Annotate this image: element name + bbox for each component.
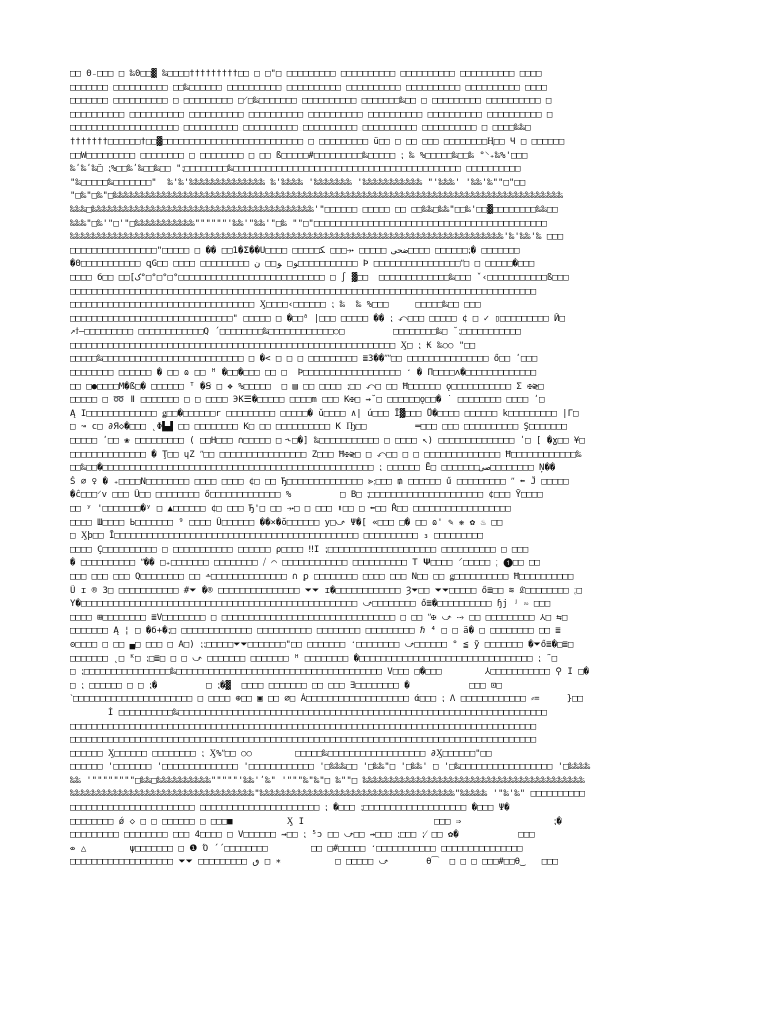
text-line: �Θ□□□□□□□□□□□ ꝗG□□ □□□□ □□□□□□□□□ ﻮ□ ﻮ□□ ﻥ□□□□□□□□□□□ Ϸ □□□□□□□□□□□□□□□□ʺ□ □ □□□□□�□□□: [70, 259, 535, 270]
text-line: □ ⁏ □□□□□□ □ □ ⁏� □ ⁏�▓ □□□□ □□□□□□□ □□ □□□ ∃□□□□□□□□ � □□□ ⊡□: [70, 680, 502, 691]
text-line: □□□□□□□□□□□□□□ � Ţ□□ ɥZ ʺ□□ □□□□□□□□□□□□□□□□ Z□□□ Ħ✠≷□ □ ⤺□□ □ □ □□□□□□□□□□□□□□ Ħ□□□□□□□□□□□□‰: [70, 449, 582, 460]
text-line: □□□□□□□□ □□□□□□ � □□ ɷ □□ ᴴ �□□�□□□ □□ □ Ϸ□□□□□□□□□□□□□□□□□□ ̒ � Π□□□□ʌ�□□□□□□□□□□□□□: [70, 368, 536, 379]
text-line: □□□□□□□ Ą ¦ □ �б+�⁏□ □□□□□□□□□□□□□ □□□□□□□□□□ □□□□□□□□ □□□□□□□□□ ℏ ⁴ □ □ ä� □ □□□□□□□□ □□ ≣: [70, 626, 561, 637]
text-line: †††††††□□□□□□†□□▓□□□□□□□□□□□□□□□□□□□□□□□□□□ □ □□□□□□□□□ ü□□ □ □□ □□□ □□□□□□□□Ⱨ□□ Ч □ □□□□□□: [70, 136, 565, 147]
text-line: □□□□ Ç□□□□□□□□□□ □ □□□□□□□□□□□ □□□□□□ ρ□□□□ ‼I ⁏□□□□□□□□□□□□□□□□□□□□ □□□□□□□□□□ □ □□□: [70, 544, 529, 555]
text-line: □□□□□□□□□□□□□□□□□□□□□□□□□□□□□□□□□□ Ӽ□□□□‹□□□□□□ ⁏ ‰ ‰ %□□□ □□□□□‰□□ □□□: [70, 300, 481, 311]
text-line: □□ □●□□□□M�ß□� □□□□□□ ᵀ �Ꞩ □ ❖ %□□□□□ □ ▤ □□ □□□□ ⁏□□ ⤺□ □□ Ħ□□□□□□ ǫ□□□□□□□□□□□ Σ ✠≷□: [70, 381, 544, 392]
text-line: ‰ʹ‰ʹ‰̈□ ⁏%□□‰ʹ‰□□‰□□ "⁏□□□□□□□□‰□□□□□□□□□□□□□□□□□□□□□□□□□□□□□□□□□□□□□□□□□□ □□□□□□□□□□: [70, 164, 521, 175]
text-line: □□□□□‰□□□□□□□□□□□□□□□□□□□□□□□□□□ □ �< □ □ □ □□□□□□□□□ ≣3��ʺʺ□□ □□□□□□□□□□□□□□□ ő□□ ʹ□□□: [70, 354, 538, 365]
text-line: □□□□□□□□□□□□□□□□□□□□□□□□□□□□□□□□□□□□□□□□□□□□□□□□□□□□□□□□□□□□□□□□□□□□□□□□□□□□□□□□□□□□□□: [70, 286, 536, 297]
text-line: "□‰"□‰"□‰‰‰‰‰‰‰‰‰‰‰‰‰‰‰‰‰‰‰‰‰‰‰‰‰‰‰‰‰‰‰‰‰‰‰‰‰‰‰‰‰‰‰‰‰‰‰‰‰‰‰‰‰‰‰‰‰‰‰‰‰‰‰‰‰‰‰‰‰‰‰‰‰‰‰‰‰‰‰‰‰‰‰: [70, 191, 564, 202]
text-line: Y�□□□□□□□□□□□□□□□□□□□□□□□□□□□□□□□□□□□□□□□□□□□□□□□□□□□ ⤻□□□□□□□□ ő≣�□□□□□□□□□□ ɧj ʲ ∾ □□□: [70, 599, 551, 610]
text-line: ‰‰‰‰‰‰‰‰‰‰‰‰‰‰‰‰‰‰‰‰‰‰‰‰‰‰‰‰‰‰‰‰‰‰‰‰‰‰‰‰‰‰‰‰‰‰‰‰‰‰‰‰‰‰‰‰‰‰‰‰‰‰‰‰‰‰‰‰‰‰‰‰‰‰‰‰‰‰‰‰'‰'‰‰'‰ □□□: [70, 232, 564, 243]
text-line: � □□□□□□□□□□ ʺ�� □₊□□□□□□□ □□□□□□□□ ⧸ ⌒ □□□□□□□□□□□□ □□□□□□□□□□ T 𝚿□□□□ ⸍□□□□□ ⁏ ❶□□ □□: [70, 558, 540, 569]
text-line: □ Ӽþ□□ Ī□□□□□□□□□□□□□□□□□□□□□□□□□□□□□□□□□□□□□□□□□□□□□ □□□□□□□□□□ ₃ □□□□□□□□□: [70, 531, 483, 542]
text-line: ‰‰‰"□‰'"□'"□‰‰‰‰‰‰‰‰‰‰‰""""""'‰‰'"‰‰'"□‰ ""□"□□□□□□□□□□□□□□□□□□□□□□□□□□□□□□□□□□□□□□□□□□□: [70, 218, 547, 229]
text-line: □□W□□□□□□□□□ □□□□□□□□ □ □□□□□□□□ □ □□ ß□□□□□#□□□□□□□□□‰□□□□□ ⁏ ‰ %□□□□□‰□□‰ °⸌₊‰%'□□□: [70, 150, 528, 161]
text-line: □□□□□□□□□□□□□□□□□□□□□□□ □□□□□□□□□□□□□□□□□□□□□□ ⁏ �□□□ ⁏□□□□□□□□□□□□□□□□□□□ �□□□ Ψ�: [70, 803, 510, 814]
text-line: □□□□□□□□□□□□□□□□□□□□□□□□□□□□□□□□□□□□□□□□□□□□□□□□□□□□□□□□□□□□□□□□□□□□□□□□□□□□□□□□□□□□□□: [70, 721, 536, 732]
text-line: □□□□□□ '□□□□□□□ '□□□□□□□□□□□□□□ '□□□□□□□□□□□□ '□‰‰‰□□ '□‰‰"□ '□‰‰' □ '□‰□□□□□□□□□□□□□□□□□ '□‰‰‰‰: [70, 762, 591, 773]
text-line: □□ Θ₋□□□ □ ‰0□□▓ ‰□□□□†††††††††□□ □ □"□ □□□□□□□□□ □□□□□□□□□□ □□□□□□□□□□ □□□□□□□□□□ □□□□: [70, 69, 542, 79]
text-line: □□□□□□□□□□□□□□□□□□□□□□□□□□□□□□□□□□□□□□□□□□□□□□□□□□□□□□□□□□□□ Ӽ□ ⁏ ₭ ‰○○ "□□: [70, 340, 476, 351]
text-line: □□□□□□□□□□□□□□□□□□□□ □□□□□□□□□□ □□□□□□□□□□ □□□□□□□□□□ □□□□□□□□□□ □□□□□□□□□□ □ □□□□‰‰□: [70, 123, 531, 134]
text-line: ʘ□□□□ □ □□ ▄□ □□□ □ A□) ⁏⁏□□□□□⏷⏷□□□□□□□"□□ □□□□□□□ ̒□□□□□□□□ ⤻□□□□□□ ° ≦ ỹ □□□□□□□ �⏷ő≣�□≣□: [70, 639, 574, 650]
text-line: Ű ɪ ® 3□ □□□□□□□□□□□ #⏷ �® □□□□□□□□□□□□□□□ ⏷⏷ ɪ�□□□□□□□□□□□□ Ȝ⏷□□ ⏷⏷□□□□□ ő≣□□ ≋ ℭ□□□□□□□□ ⁏□: [70, 585, 582, 596]
text-line: "‰□□□□□‰□□□□□□□" ‰'‰'‰‰‰‰‰‰‰‰‰‰‰‰‰‰ ‰'‰‰‰‰ '‰‰‰‰‰‰‰ '‰‰‰‰‰‰‰‰‰‰‰ "'‰‰‰' '‰‰'‰""□"□□: [70, 177, 526, 188]
text-line: ˋ□□□□□□□□□□□□□□□□□□□□□□ □ □□□□ ⊕□□ ▣ □□ ∅□ Á□□□□□□□□□□□□□□□□□□□ ά□□□ ⁏ Λ □□□□□□□□□□□□ ⸗= }□□: [70, 694, 583, 705]
text-line: □□□□□□ Ӽ□□□□□□ □□□□□□□□ ⁏ Ӽ%ʺ□□ ○○ □□□□□‰□□□□□□□□□□□□□□□□□□ ∂Ӽ□□□□□□"□□: [70, 748, 492, 759]
text-line: □□□□□□□□□□□□□□□□□□□ ⏷⏷ □□□□□□□□□ ٯ □ ∗ □ □□□□□ ⤻ θ⁀ □ □ □ □□□#□□θ‿ □□□: [70, 857, 558, 868]
text-line: ‰‰ '""""""""□‰‰□‰‰‰‰‰‰‰‰‰‰"""""'‰‰'ʹ‰" '"""‰"‰"□ ‰""□ ‰‰‰‰‰‰‰‰‰‰‰‰‰‰‰‰‰‰‰‰‰‰‰‰‰‰‰‰‰‰‰‰‰‰‰‰‰‰‰‰‰: [70, 775, 585, 786]
text-line: □ ↝ c□ ∂Я◇�□□□ ˛Φ▙▟ □□ □□□□□□□□ K□ □□ □□□□□□□□□□ K Ҧ□□ ═□□□ □□□ □□□□□□□□□□ Ş□□□□□□□: [70, 422, 567, 433]
text-line: □□□□ б□□ □□[ک°□°□°□°□□□□□□□□□□□□□□□□□□□□□□□□□□□ □ ∫ ▓□□ □□□□□□□□□□□□□‰□□□ ˇ‹□□□□□□□□□□□ß□□□: [70, 272, 569, 283]
text-line: Ì □□□□□□□□□□‰□□□□□□□□□□□□□□□□□□□□□□□□□□□□□□□□□□□□□□□□□□□□□□□□□□□□□□□□□□□□□□□□□□□□: [70, 707, 547, 718]
text-line: □□□□ Ш□□□□ Ь□□□□□□□ ⁹ □□□□ Û□□□□□□ ��×�ŏ□□□□□□ y□⤻ Ψ�[ «□□□ □� □□ ɷ' ✎ ❋ ✿ ♨ □□: [70, 517, 503, 528]
document-body: [70, 68, 710, 968]
text-line: □□□□□□□□ ǿ ◇ □ □ □□□□□□ □ □□□■ Ӽ Ӏ □□□ ⇒ ⁏�: [70, 816, 562, 827]
text-line: ⇎ △ ψ□□□□□□□ □ ❶ Ό ΄΄□□□□□□□□ □□ □#□□□□□ ̒□□□□□□□□□□□ □□□□□□□□□□□□□□□: [70, 843, 523, 854]
text-line: □□□□□□□ ˛□ ᴷ□ ⁏□≣□ □ □ ⤻ □□□□□□□ □□□□□□□ ᴴ □□□□□□□□ �□□□□□□□□□□□□□□□□□□□□□□□□□□□□□□□□ ⁏ ˜□: [70, 653, 558, 664]
text-line: �ĉ□□□⸍v □□□ Û□□ □□□□□□□□ ő□□□□□□□□□□□□□ % □ B□ ⁏□□□□□□□□□□□□□□□□□□□□□ ¢□□□ Ȳ□□□□: [70, 490, 543, 501]
text-line: □□□□□ □ ➿ ǁ □□□□□□□ □ □ □□□□ ЭK☰�□□□□□ □□□□m □□□ K✠□ ⇝˘□ □□□□□□ǫ□□� ˙ □□□□□□□□ □□□□ ʹ□: [70, 395, 545, 406]
text-line: □□ ʸ '□□□□□□□�ʸ □ ▲□□□□□□ ¢□ □□□ Ђ'□ □□ ⤞□ □ □□□ ⬆□□ □ ⬅□□ Ř□□ □□□□□□□□□□□□□□□□□□: [70, 504, 511, 514]
text-line: □□□□□□□□□□ □□□□□□□□□□ □□□□□□□□□□ □□□□□□□□□□ □□□□□□□□□□ □□□□□□□□□□ □□□□□□□□□□ □□□□□□□□□□ □: [70, 109, 553, 120]
text-line: □□□□□□□ □□□□□□□□□□ □ □□□□□□□□□ □⸍□‰□□□□□□□ □□□□□□□□□□ □□□□□□□‰□□ □ □□□□□□□□□ □□□□□□□□□□ □: [70, 96, 552, 107]
text-line: □□‰□□�□□□□□□□□□□□□□□□□□□□□□□□□□□□□□□□□□□□□□□□□□□□□□□□□□□ ⁏ □□□□□□ Ē□ □□□□□□□صی□□□□□□□□ Ņ��: [70, 463, 556, 474]
text-line: ‰‰‰‰‰‰‰‰‰‰‰‰‰‰‰‰‰‰‰‰‰‰‰‰‰‰‰‰‰‰‰‰‰‰"‰‰‰‰‰‰‰‰‰‰‰‰‰‰‰‰‰‰‰‰‰‰‰‰‰‰‰‰‰‰‰‰‰‰‰‰"‰‰‰‰‰ '"‰'‰" □□□□□□□□□□: [70, 789, 585, 800]
text-line: Š ∅ ♀ � ₊□□□□N□□□□□□□□ □□□□ □□□□ ¢□ □□ Ђ□□□□□□□□□□□□□□ ⪢⁏□□□ ₥ □□□□□□ ű □□□□□□□□□ ʺ ⬅ Ĵ □□□□□: [70, 476, 569, 487]
text-line: □□□ □□□ □□□ Q□□□□□□□□ □□ ∸□□□□□□□□□□□□□□ ∩ ꝑ □□□□□□□□ □□□□ □□□ N□□ □□ ǥ□□□□□□□□□□ Ħ□□□□□□□□□□: [70, 571, 574, 582]
text-line: □□□□□□□□□□□□□□□□□□□□□□□□□□□□□□" □□□□□ □ �□□ᶞ |□□□ □□□□□ �� ⁏ ⤺□□□ □□□□□ ¢ □ ✓ ▯□□□□□□□□□ Й□: [70, 313, 565, 324]
text-line: ↗ϯ—□□□□□□□□□ □□□□□□□□□□□□Q ´□□□□□□□□‰□□□□□□□□□□□□○□ □□□□□□□□‰□ ˘⁏□□□□□□□□□□□: [70, 327, 521, 338]
text-line: □□□□□□□□□□□□□□□□"□□□□□ □ �� □□1�ⵉ��U□□□□ □□□□□ضحی □□□□□ ⤞□□□ ﻜ□□□□ □□□□□□⁏� □□□□□□□: [70, 245, 520, 256]
text-line: ‰‰‰□‰‰‰‰‰‰‰‰‰‰‰‰‰‰‰‰‰‰‰‰‰‰‰‰‰‰‰‰‰‰‰‰‰‰‰‰‰‰‰‰‰'"□□□□□□ □□□□□ □□ □□‰‰□‰‰"□□‰'□□▓□□□□□□□□‰‰□□: [70, 204, 558, 215]
text-line: □□□□□□□□□□□□□□□□□□□□□□□□□□□□□□□□□□□□□□□□□□□□□□□□□□□□□□□□□□□□□□□□□□□□□□□□□□□□□□□□□□□□□□: [70, 735, 536, 746]
text-line: □□□□□□□□□ □□□□□□□□ □□□ 4□□□□ □ V□□□□□□ ⇝□□ ⁏ ⁵ɔ □□ ⤻□□ ⇝□□□ ⁏□□□ ⁏⁄ □□ ✿� □□□: [70, 830, 535, 841]
text-line: □□□□□ ʹ□□ ❀ □□□□□□□□□ ( □□H□□□ ∩□□□□□ □ ˞□�] ‰□□□□□□□□□□□ □ □□□□ ↖) □□□□□□□□□□□□□□ ʹ□ [ �ɣ□□ ¥□: [70, 436, 585, 447]
text-line: □ ⁏□□□□□□□□□□□□□□□□‰□□□□□□□□□□□□□□□□□□□□□□□□□□□□□□□□□□□□□□ V□□□ □�□□□ ⅄□□□□□□□□□□□ ⚲ I □�: [70, 667, 590, 678]
text-line: □□□□□□□ □□□□□□□□□□ □□‰□□□□□□ □□□□□□□□□□ □□□□□□□□□□ □□□□□□□□□□ □□□□□□□□□□ □□□□□□□□□□ □□□□: [70, 82, 547, 93]
text-line: Ą I□□□□□□□□□□□□□ ǥ□□�□□□□□□r □□□□□□□□□ □□□□□� ǔ□□□□ ∧| ú□□□ Ī▓□□□ Ů�□□□□ □□□□□□ k□□□□□□□□□ |Γ□: [70, 408, 579, 419]
text-line: □□□□ ⊞□□□□□□□□ ≣V□□□□□□□□ □ □□□□□□□□□□□□□□□□□□□□□□□□□□□□□□□□ □ □□ ʺ✠ ⤻ ⤑ □□ □□□□□□□□□ ⅄□ ⇆□: [70, 612, 568, 623]
